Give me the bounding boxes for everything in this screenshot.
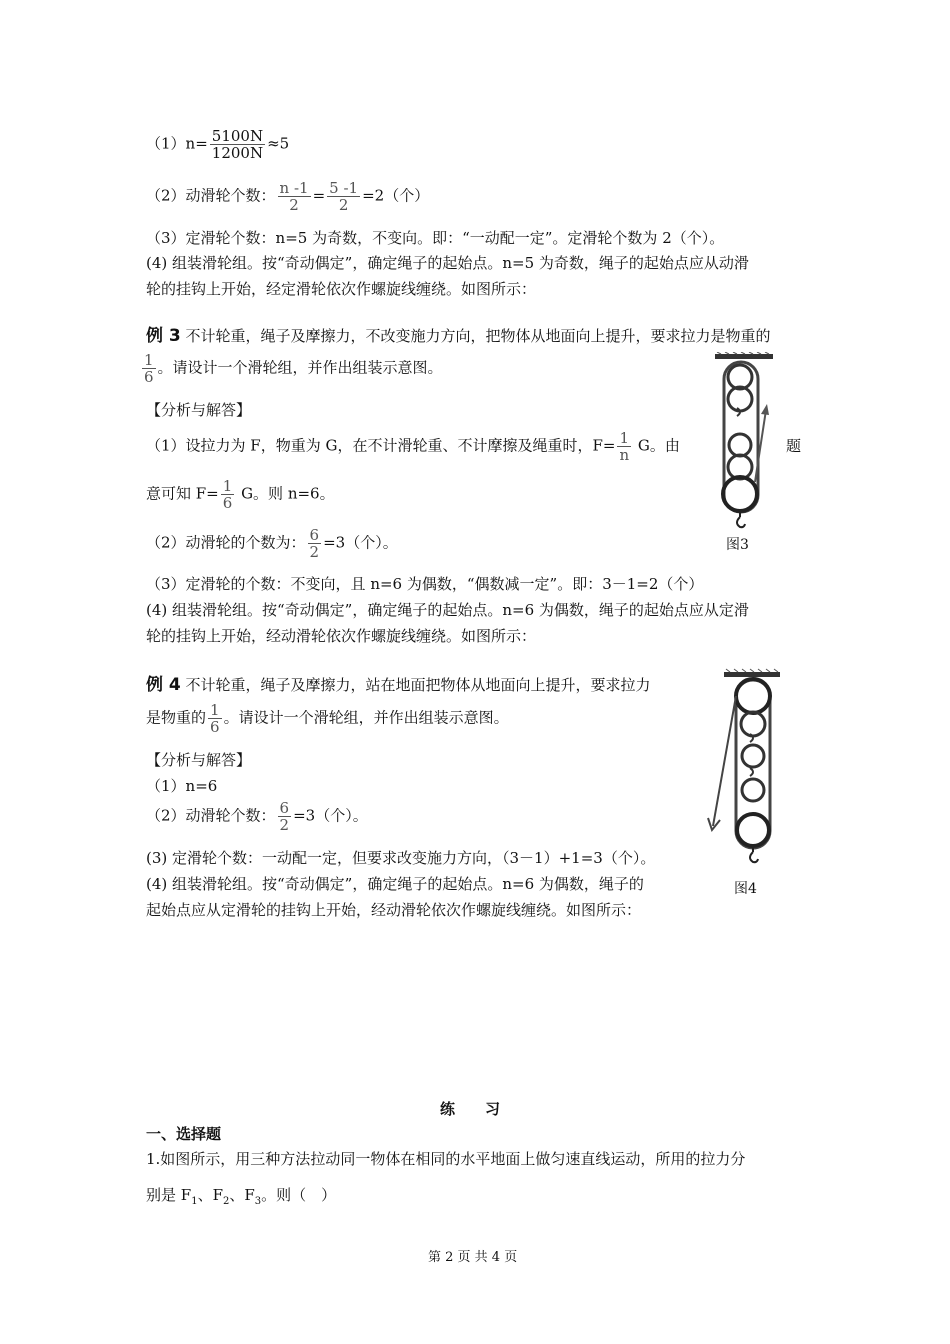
ex4-step4-line1: (4) 组装滑轮组。按“奇动偶定”，确定绳子的起始点。n=6 为偶数，绳子的 xyxy=(146,875,644,893)
ex4-step3: (3) 定滑轮个数：一动配一定，但要求改变施力方向，（3－1）+1=3（个）。 xyxy=(146,849,656,867)
ex3-step3: （3）定滑轮的个数：不变向，且 n=6 为偶数，“偶数减一定”。即：3－1=2（个） xyxy=(146,575,704,593)
figure-4-caption: 图4 xyxy=(734,881,757,897)
ex3-step1-line1: （1）设拉力为 F，物重为 G，在不计滑轮重、不计摩擦及绳重时，F= $\frac{1}{n}$ G。由 xyxy=(146,429,680,464)
question-1-line1: 1.如图所示，用三种方法拉动同一物体在相同的水平地面上做匀速直线运动，所用的拉力分 xyxy=(146,1150,746,1168)
fraction: $\frac{1}{6}$ xyxy=(144,351,154,386)
ex4-step4-line2: 起始点应从定滑轮的挂钩上开始，经动滑轮依次作螺旋线缠绕。如图所示： xyxy=(146,901,642,919)
fraction: $\frac{5 -1}{2}$ xyxy=(329,179,359,214)
fraction: $\frac{6}{2}$ xyxy=(279,799,290,834)
fraction: $\frac{1}{6}$ xyxy=(222,477,233,512)
ex2-step1: （1）n= $\frac{5100N}{1200N}$ ≈5 xyxy=(146,127,290,162)
ex4-question-line2: 是物重的 $\frac{1}{6}$ 。请设计一个滑轮组，并作出组装示意图。 xyxy=(146,701,509,736)
fraction: $\frac{6}{2}$ xyxy=(309,526,320,561)
pulley-system-illustration xyxy=(700,668,790,873)
fraction: $\frac{1}{6}$ xyxy=(210,701,220,736)
ex3-question-line2: $\frac{1}{6}$ 。请设计一个滑轮组，并作出组装示意图。 xyxy=(144,351,443,386)
ex3-step4-line1: (4) 组装滑轮组。按“奇动偶定”，确定绳子的起始点。n=6 为偶数，绳子的起始点应从定滑 xyxy=(146,601,749,619)
pulley-system-illustration xyxy=(700,352,795,532)
ex2-step4-line2: 轮的挂钩上开始，经定滑轮依次作螺旋线缠绕。如图所示： xyxy=(146,280,537,298)
ex3-step2: （2）动滑轮的个数为： $\frac{6}{2}$ =3（个）。 xyxy=(146,526,398,561)
ex3-analysis-heading: 【分析与解答】 xyxy=(146,401,252,419)
fraction: $\frac{n -1}{2}$ xyxy=(279,179,309,214)
ex3-title: 例 3 xyxy=(146,326,181,346)
ex4-analysis-heading: 【分析与解答】 xyxy=(146,751,252,769)
ex3-step1-tail: 题 xyxy=(786,437,802,455)
ex2-step4-line1: (4) 组装滑轮组。按“奇动偶定”，确定绳子的起始点。n=5 为奇数，绳子的起始点应从动滑 xyxy=(146,254,749,272)
ex3-question-line1: 例 3 不计轮重，绳子及摩擦力，不改变施力方向，把物体从地面向上提升，要求拉力是物重的 xyxy=(146,326,771,346)
ex3-step1-line2: 意可知 F= $\frac{1}{6}$ G。则 n=6。 xyxy=(146,477,335,512)
section-heading-choice: 一、选择题 xyxy=(146,1125,222,1143)
ex4-question-line1: 例 4 不计轮重，绳子及摩擦力，站在地面把物体从地面向上提升，要求拉力 xyxy=(146,675,651,695)
ex4-step2: （2）动滑轮个数： $\frac{6}{2}$ =3（个）。 xyxy=(146,799,368,834)
ex4-title: 例 4 xyxy=(146,675,181,695)
figure-4-pulley-diagram xyxy=(700,668,790,903)
ex2-step2: （2）动滑轮个数： $\frac{n -1}{2}$ = $\frac{5 -1}{2}$ =2（个） xyxy=(146,179,430,214)
ex2-step3: （3）定滑轮个数：n=5 为奇数，不变向。即：“一动配一定”。定滑轮个数为 2（个）。 xyxy=(146,229,725,247)
practice-heading: 练 习 xyxy=(440,1100,501,1118)
page-footer: 第 2 页 共 4 页 xyxy=(428,1250,518,1265)
ex4-step1: （1）n=6 xyxy=(146,777,218,795)
figure-3-caption: 图3 xyxy=(726,537,749,553)
ex3-step4-line2: 轮的挂钩上开始，经动滑轮依次作螺旋线缠绕。如图所示： xyxy=(146,627,537,645)
figure-3-pulley-diagram xyxy=(700,352,795,557)
fraction: $\frac{1}{n}$ xyxy=(619,429,630,464)
question-1-line2: 别是 $F_1$、$F_2$、$F_3$。则（ ） xyxy=(146,1186,337,1207)
fraction: $\frac{5100N}{1200N}$ xyxy=(211,127,264,162)
